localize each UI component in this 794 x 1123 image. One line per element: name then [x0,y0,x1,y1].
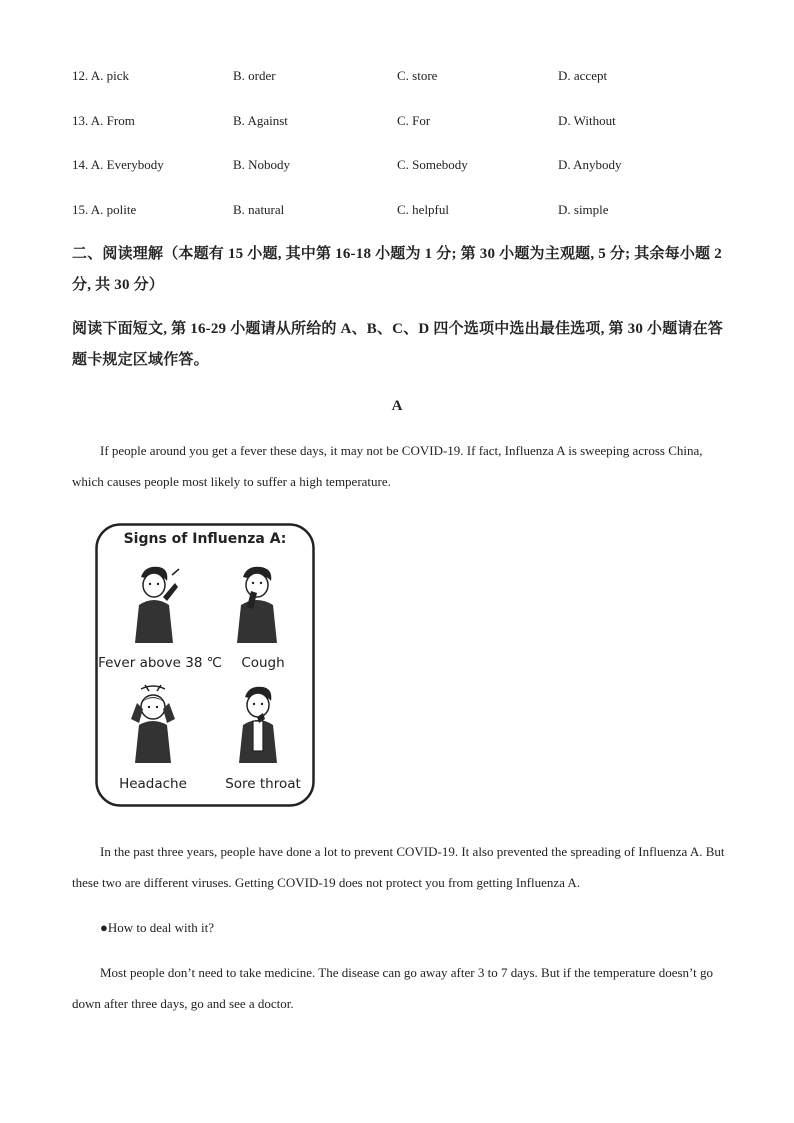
option-d: D. Without [558,113,616,128]
question-15-options [72,202,732,222]
paragraph-1: If people around you get a fever these days, it may not be COVID-19. If fact, Influenza A is sweeping across China, which causes people most likely to suffer a high temperature. [72,443,703,489]
option-a: 14. A. Everybody [72,157,164,172]
question-12-options [72,68,732,88]
option-b: B. natural [233,202,285,217]
sign-label-headache: Headache [119,776,187,792]
sign-label-sore-throat: Sore throat [225,776,301,792]
option-d: D. accept [558,68,608,83]
option-a: 15. A. polite [72,202,137,217]
option-c: C. store [397,68,438,83]
option-d: D. simple [558,202,609,217]
headache-person-icon [123,683,183,768]
section-instruction: 阅读下面短文, 第 16-29 小题请从所给的 A、B、C、D 四个选项中选出最佳选项, 第 30 小题请在答题卡规定区域作答。 [72,321,724,368]
fever-person-icon [123,563,183,648]
sign-label-fever: Fever above 38 ℃ [98,655,222,671]
question-13-options [72,113,732,133]
option-b: B. Against [233,113,288,128]
section-heading: 二、阅读理解（本题有 15 小题, 其中第 16-18 小题为 1 分; 第 30 小题为主观题, 5 分; 其余每小题 2 分, 共 30 分） [72,246,722,293]
question-14-options [72,157,732,177]
paragraph-2: In the past three years, people have done a lot to prevent COVID-19. It also prevented the spreading of Influenza A. But these two are different viruses. Getting COVID-19 does not protect you from getting Influenza A. [72,844,725,890]
sign-label-cough: Cough [241,655,285,671]
paragraph-3: Most people don’t need to take medicine. The disease can go away after 3 to 7 days. But if the temperature doesn’t go down after three days, go and see a doctor. [72,965,713,1011]
bullet-heading: ●How to deal with it? [100,920,214,935]
option-b: B. Nobody [233,157,291,172]
option-d: D. Anybody [558,157,622,172]
option-a: 12. A. pick [72,68,130,83]
option-c: C. For [397,113,431,128]
option-c: C. helpful [397,202,449,217]
passage-title: A [391,398,403,414]
figure-title: Signs of Influenza A: [123,531,287,547]
option-c: C. Somebody [397,157,468,172]
option-b: B. order [233,68,276,83]
cough-person-icon [227,563,287,648]
option-a: 13. A. From [72,113,135,128]
influenza-signs-figure [95,523,315,807]
sore-throat-person-icon [227,683,287,768]
